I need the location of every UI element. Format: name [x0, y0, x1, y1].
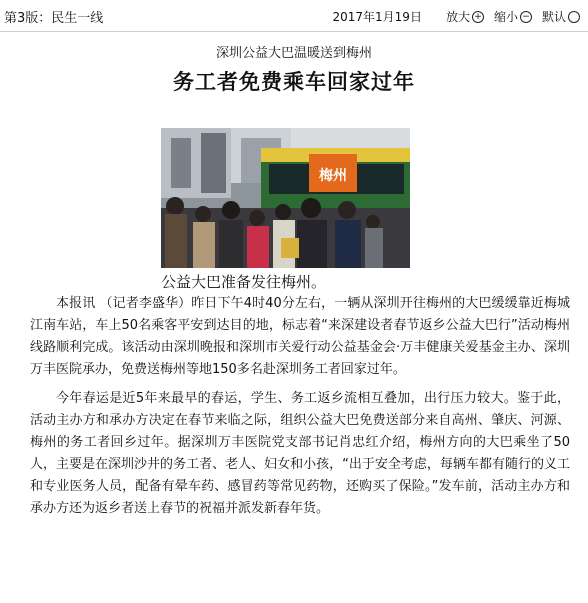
zoom-in-label: 放大	[445, 10, 470, 24]
bus-sign-text: 梅州	[319, 168, 347, 184]
edition-label: 第3版：民生一线	[4, 11, 104, 26]
article-body	[30, 293, 570, 527]
zoom-out-label: 缩小	[493, 10, 518, 24]
default-size-button[interactable]	[542, 8, 580, 25]
article-paragraph: 今年春运是近5年来最早的春运，学生、务工返乡流相互叠加，出行压力较大。鉴于此，活动主办方和承办方决定在春节来临之际，组织公益大巴免费送部分来自高州、肇庆、河源、梅州的务工者回乡过年。据深圳万丰医院党支部书记肖忠红介绍，梅州方向的大巴乘坐了50人，主要是在深圳沙井的务工者、老人、妇女和小孩，“出于安全考虑，每辆车都有随行的义工和专业医务人员，配备有晕车药、感冒药等常见药物，还购买了保险。”发车前，活动主办方和承办方还为返乡者送上春节的祝福并派发新春年货。	[30, 391, 570, 516]
toolbar	[333, 8, 581, 25]
photo-caption: 公益大巴准备发往梅州。	[161, 273, 327, 291]
plus-icon: +	[472, 11, 484, 23]
page-header	[0, 0, 588, 32]
default-label: 默认	[541, 10, 566, 24]
article-paragraph: 本报讯 （记者李盛华）昨日下午4时40分左右，一辆从深圳开往梅州的大巴缓缓靠近梅城江南车站，车上50名乘客平安到达目的地，标志着“来深建设者春节返乡公益大巴行”活动梅州线路顺利完成。该活动由深圳晚报和深圳市关爱行动公益基金会·万丰健康关爱基金主办、深圳万丰医院承办，免费送梅州等地150多名赴深圳务工者回家过年。	[30, 296, 570, 377]
article-subtitle: 深圳公益大巴温暖送到梅州	[215, 46, 372, 61]
circle-icon	[568, 11, 580, 23]
article-title: 务工者免费乘车回家过年	[173, 70, 415, 94]
issue-date: 2017年1月19日	[332, 10, 422, 24]
news-photo	[161, 128, 410, 268]
zoom-out-button[interactable]	[494, 8, 532, 25]
zoom-in-button[interactable]	[446, 8, 484, 25]
minus-icon: −	[520, 11, 532, 23]
